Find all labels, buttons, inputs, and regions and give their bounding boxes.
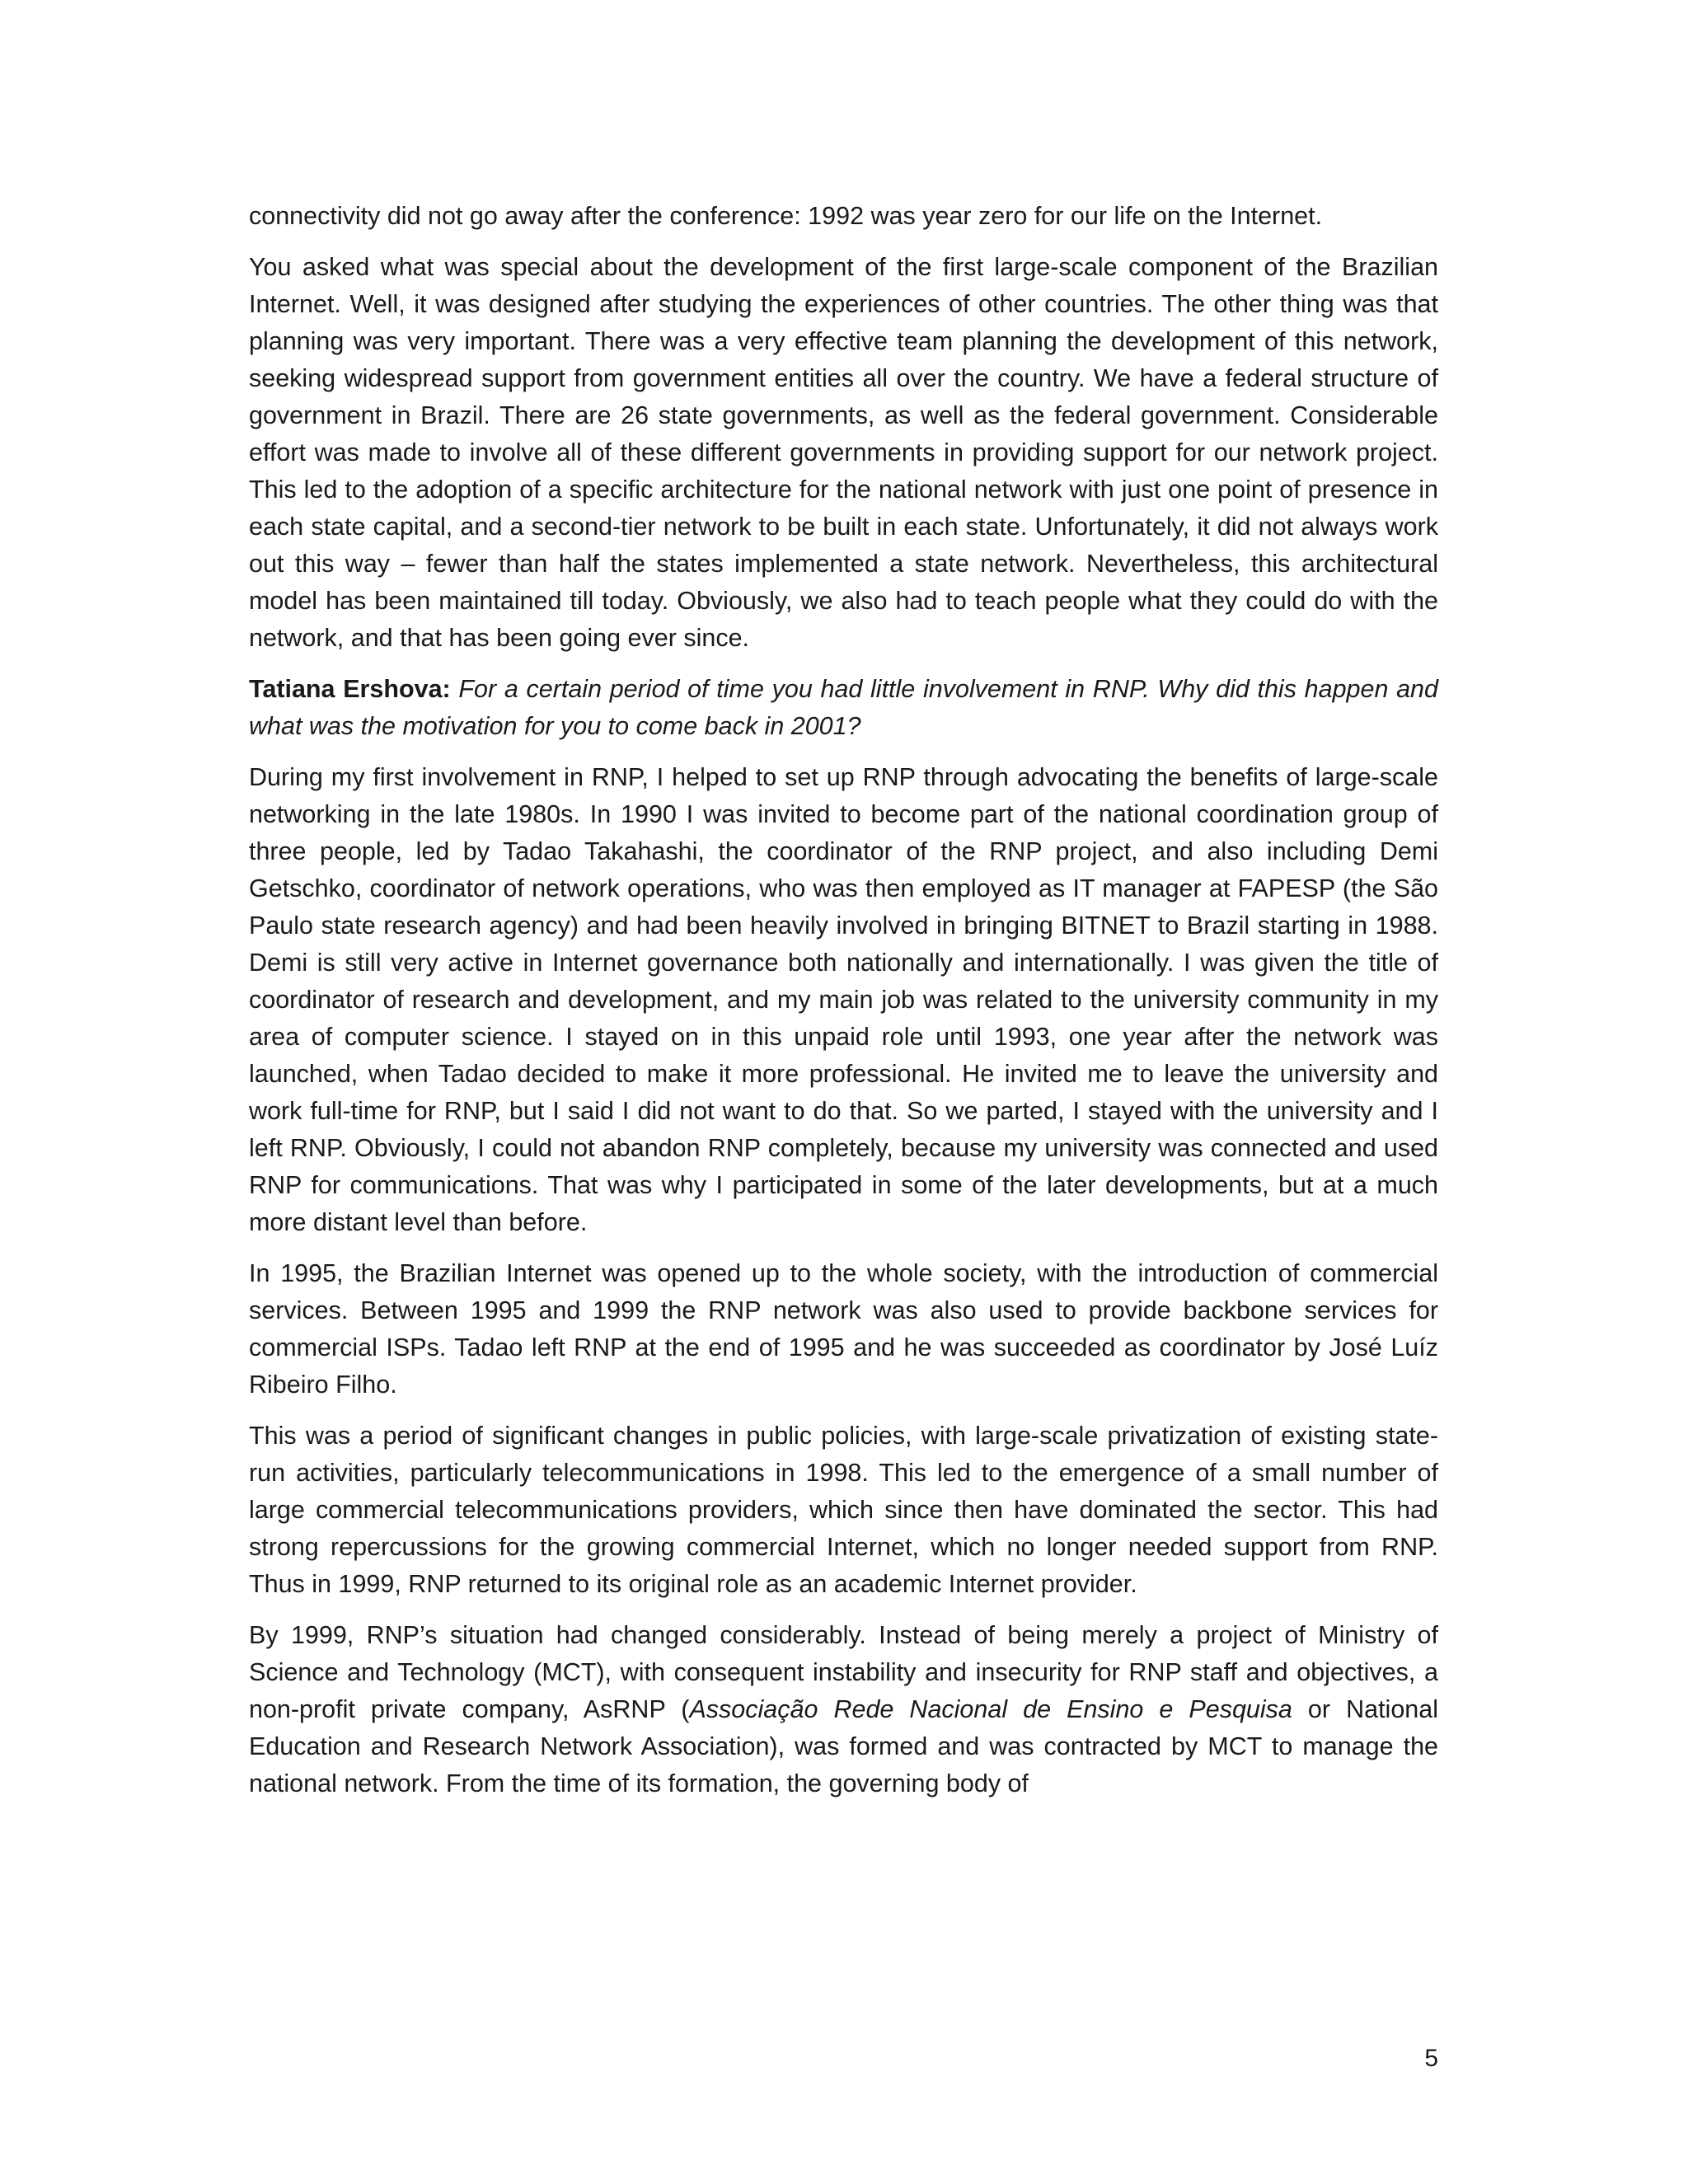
body-text <box>249 198 1438 1816</box>
interview-question <box>249 671 1438 745</box>
speaker-name: Tatiana Ershova: <box>249 675 451 703</box>
paragraph-1: connectivity did not go away after the conference: 1992 was year zero for our life on the Internet. <box>249 202 1323 230</box>
paragraph-5: In 1995, the Brazilian Internet was opened up to the whole society, with the introduction of commercial services. Between 1995 and 1999 the RNP network was also used to provide backbone services for commercial ISPs. Tadao left RNP at the end of 1995 and he was succeeded as coordinator by José Luíz Ribeiro Filho. <box>249 1259 1438 1399</box>
paragraph-7 <box>249 1617 1438 1802</box>
paragraph-2: You asked what was special about the development of the first large-scale component of the Brazilian Internet. Well, it was designed after studying the experiences of other countries. The other thing was that planning was very important. There was a very effective team planning the development of this network, seeking widespread support from government entities all over the country. We have a federal structure of government in Brazil. There are 26 state governments, as well as the federal government. Considerable effort was made to involve all of these different governments in providing support for our network project. This led to the adoption of a specific architecture for the national network with just one point of presence in each state capital, and a second-tier network to be built in each state. Unfortunately, it did not always work out this way – fewer than half the states implemented a state network. Nevertheless, this architectural model has been maintained till today. Obviously, we also had to teach people what they could do with the network, and that has been going ever since. <box>249 253 1438 652</box>
paragraph-7-italic: Associação Rede Nacional de Ensino e Pesquisa <box>689 1695 1292 1723</box>
paragraph-7-part-2: or National Education and Research Network Association), was formed and was contracted by MCT to manage the national network. From the time of its formation, the governing body of <box>249 1695 1438 1797</box>
question-text: For a certain period of time you had little involvement in RNP. Why did this happen and what was the motivation for you to come back in 2001? <box>249 675 1438 740</box>
paragraph-4: During my first involvement in RNP, I helped to set up RNP through advocating the benefits of large-scale networking in the late 1980s. In 1990 I was invited to become part of the national coordination group of three people, led by Tadao Takahashi, the coordinator of the RNP project, and also including Demi Getschko, coordinator of network operations, who was then employed as IT manager at FAPESP (the São Paulo state research agency) and had been heavily involved in bringing BITNET to Brazil starting in 1988. Demi is still very active in Internet governance both nationally and internationally. I was given the title of coordinator of research and development, and my main job was related to the university community in my area of computer science. I stayed on in this unpaid role until 1993, one year after the network was launched, when Tadao decided to make it more professional. He invited me to leave the university and work full-time for RNP, but I said I did not want to do that. So we parted, I stayed with the university and I left RNP. Obviously, I could not abandon RNP completely, because my university was connected and used RNP for communications. That was why I participated in some of the later developments, but at a much more distant level than before. <box>249 763 1438 1236</box>
paragraph-6: This was a period of significant changes in public policies, with large-scale privatization of existing state-run activities, particularly telecommunications in 1998. This led to the emergence of a small number of large commercial telecommunications providers, which since then have dominated the sector. This had strong repercussions for the growing commercial Internet, which no longer needed support from RNP. Thus in 1999, RNP returned to its original role as an academic Internet provider. <box>249 1422 1438 1598</box>
paragraph-7-part-1: By 1999, RNP’s situation had changed considerably. Instead of being merely a project of Ministry of Science and Technology (MCT), with consequent instability and insecurity for RNP staff and objectives, a non-profit private company, AsRNP ( <box>249 1621 1438 1723</box>
page-number: 5 <box>1424 2045 1438 2072</box>
